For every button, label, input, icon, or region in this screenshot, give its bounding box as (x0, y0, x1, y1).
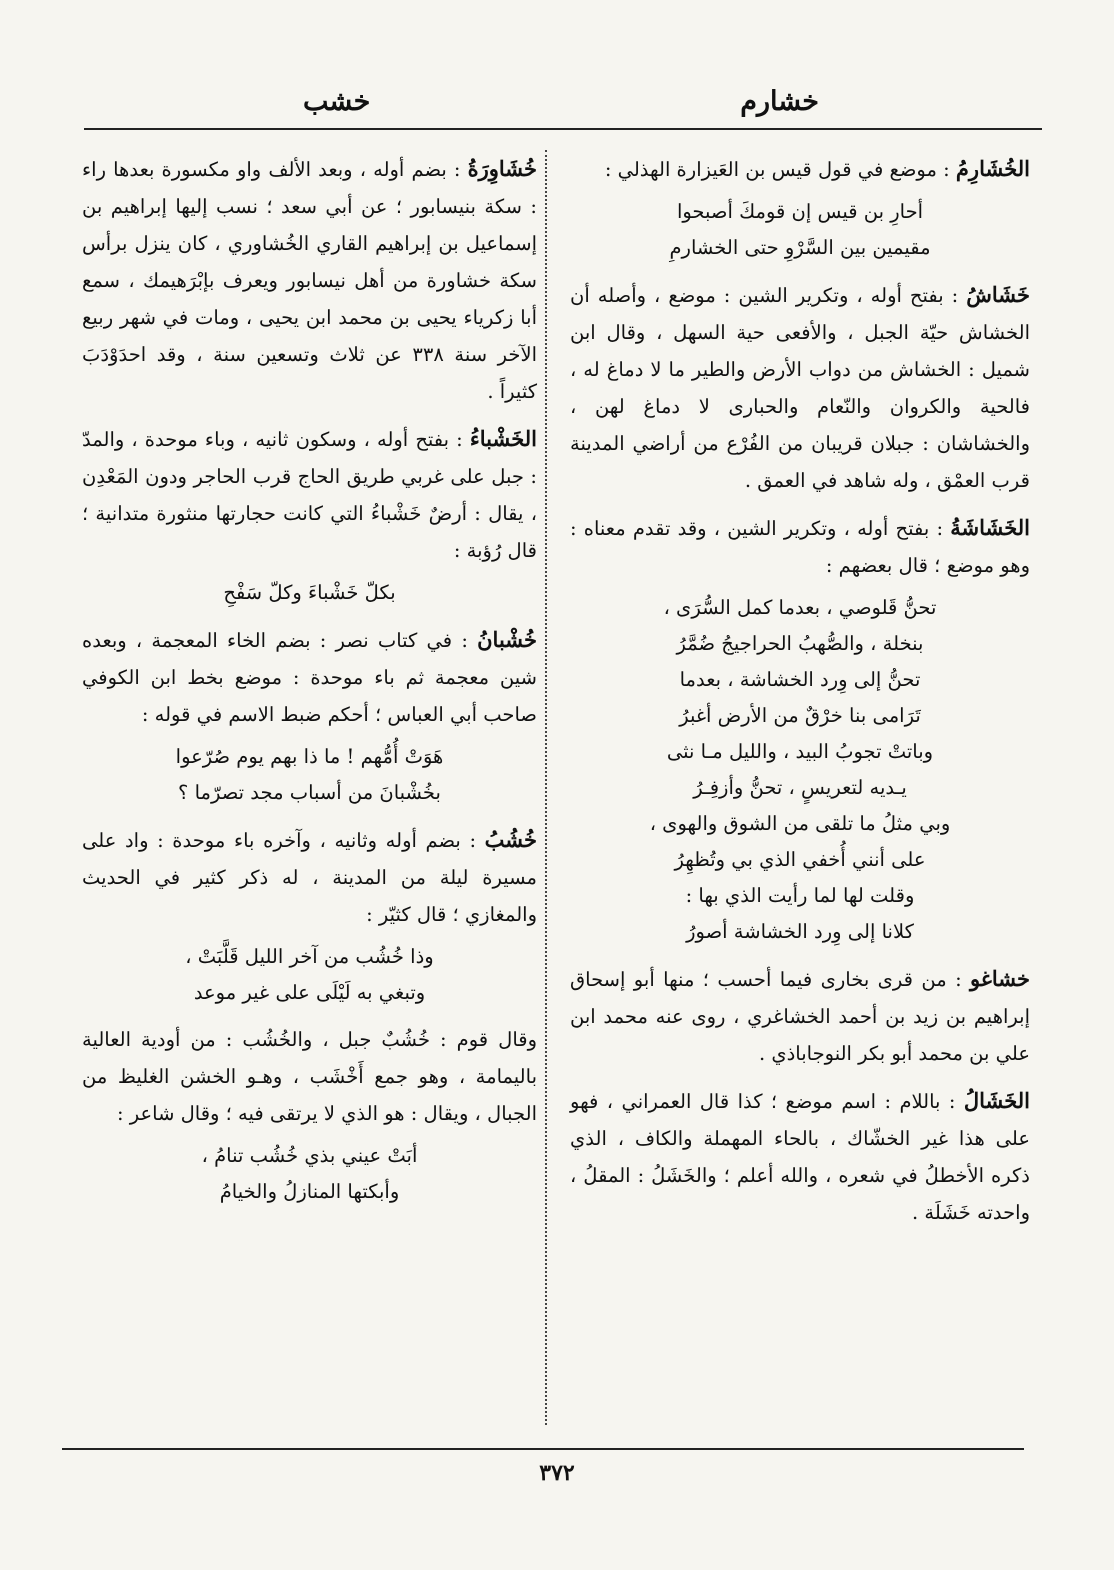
dictionary-entry (82, 821, 537, 1011)
verse-line: وتبغي به لَيْلَى على غير موعد (193, 981, 426, 1004)
verse-line: بخُشْبانَ من أسباب مجد تصرّما ؟ (178, 781, 441, 804)
left-column (82, 150, 537, 1220)
verse-line: وبي مثلُ ما تلقى من الشوق والهوى ، (649, 812, 951, 835)
entry-body: : بفتح أوله ، وتكرير الشين : موضع ، وأصله أن الخشاش حيّة الجبل ، والأفعى حية السهل ، وقال ابن شميل : الخشاش من دواب الأرض والطير ما لا دماغ له ، فالحية والكروان والنّعام والحبارى لا دماغ لهن ، والخشاشان : جبلان قريبان من الفُرْع من أراضي المدينة قرب العمْق ، وله شاهد في العمق . (570, 284, 1030, 492)
entry-headword: الخَشَاشَةُ (950, 515, 1030, 540)
verse-line: وأبكتها المنازلُ والخيامُ (219, 1180, 400, 1203)
entry-body: : بضم أوله ، وبعد الألف واو مكسورة بعدها راء : سكة بنيسابور ؛ عن أبي سعد ؛ نسب إليها إبراهيم بن إسماعيل بن إبراهيم القاري الخُشاوري ، كان ينزل برأس سكة خشاورة من أهل نيسابور ويعرف بإبْرَهيمك ، سمع أبا زكرياء يحيى بن محمد ابن يحيى ، ومات في شهر ربيع الآخر سنة ٣٣٨ عن ثلاث وتسعين سنة ، وقد احدَوْدَبَ كثيراً . (82, 158, 537, 403)
entry-headword: خُشُبُ (484, 827, 537, 852)
entry-headword: الخَشَالُ (963, 1088, 1030, 1113)
entry-text (82, 150, 537, 410)
entry-headword: الخُشَارِمُ (955, 156, 1030, 181)
verse-block (570, 590, 1030, 950)
verse-line: تحنُّ إلى وِرد الخشاشة ، بعدما (679, 668, 921, 691)
entry-body: : بضم أوله وثانيه ، وآخره باء موحدة : واد على مسيرة ليلة من المدينة ، له ذكر كثير في الحديث والمغازي ؛ قال كثيّر : (82, 829, 537, 926)
entry-text (82, 621, 537, 733)
running-header-right: خشارم (740, 86, 819, 117)
dictionary-entry (570, 1082, 1030, 1231)
verse-line: وذا خُشُب من آخر الليل قَلَّبَتْ ، (185, 945, 434, 968)
entry-body: : في كتاب نصر : بضم الخاء المعجمة ، وبعده شين معجمة ثم باء موحدة : موضع بخط ابن الكوفي صاحب أبي العباس ؛ أحكم ضبط الاسم في قوله : (82, 629, 537, 726)
dictionary-entry (570, 960, 1030, 1072)
entry-body: : بفتح أوله ، وسكون ثانيه ، وباء موحدة ، والمدّ : جبل على غربي طريق الحاج قرب الحاجر ودون المَعْدِن ، يقال : أرضٌ خَشْباءُ التي كانت حجارتها منثورة متدانية ؛ قال رُؤبة : (82, 428, 537, 562)
entry-text (82, 821, 537, 933)
column-divider (545, 150, 547, 1425)
verse-block (82, 575, 537, 611)
verse-block (82, 739, 537, 811)
verse-line: تحنُّ قَلوصي ، بعدما كمل السُّرَى ، (663, 596, 937, 619)
entry-text (570, 509, 1030, 584)
verse-line: كلانا إلى وِرد الخشاشة أصورُ (686, 920, 914, 943)
dictionary-entry (82, 1021, 537, 1210)
dictionary-entry (82, 150, 537, 410)
right-column (570, 150, 1030, 1241)
entry-headword: الخَشْباءُ (469, 426, 537, 451)
verse-line: على أنني أُخفي الذي بي وتُظهِرُ (674, 848, 926, 871)
verse-block (82, 1138, 537, 1210)
bottom-rule (62, 1448, 1024, 1450)
verse-line: وباتتْ تجوبُ البيد ، والليل مـا نثى (666, 740, 934, 763)
entry-text (82, 420, 537, 569)
dictionary-entry (570, 150, 1030, 266)
verse-line: أبَتْ عيني بذي خُشُب تنامُ ، (201, 1144, 418, 1167)
entry-body: : باللام : اسم موضع ؛ كذا قال العمراني ، فهو على هذا غير الخشّاك ، بالحاء المهملة والكاف ، الذي ذكره الأخطلُ في شعره ، والله أعلم ؛ والخَشَلُ : المقلُ ، واحدته خَشَلَة . (570, 1090, 1030, 1224)
entry-headword: خَشَاشُ (966, 282, 1030, 307)
entry-body: : من قرى بخارى فيما أحسب ؛ منها أبو إسحاق إبراهيم بن زيد بن أحمد الخشاغري ، روى عنه محمد ابن علي بن محمد أبو بكر النوجاباذي . (570, 968, 1030, 1065)
dictionary-entry (570, 276, 1030, 499)
entry-headword: خُشَاوِرَةُ (467, 156, 537, 181)
entry-headword: خُشْبانُ (477, 627, 537, 652)
entry-text (570, 1082, 1030, 1231)
verse-line: تَرَامى بنا خرْقٌ من الأرض أغبرُ (679, 704, 921, 727)
dictionary-entry (82, 621, 537, 811)
top-rule (84, 128, 1042, 130)
verse-block (570, 194, 1030, 266)
entry-text (570, 150, 1030, 188)
verse-line: مقيمين بين السَّرْوِ حتى الخشارمِ (669, 236, 931, 259)
entry-body: : موضع في قول قيس بن العَيزارة الهذلي : (604, 158, 956, 181)
verse-line: أحارِ بن قيس إن قومكَ أصبحوا (676, 200, 924, 223)
running-header-left: خشب (303, 86, 371, 117)
dictionary-entry (82, 420, 537, 611)
entry-headword: خشاغو (970, 966, 1030, 991)
verse-line: بنخلة ، والصُّهبُ الحراجيجُ ضُمَّرُ (676, 632, 924, 655)
entry-text (82, 1021, 537, 1132)
verse-line: هَوَتْ أُمُّهم ! ما ذا بهم يوم صُرّعوا (175, 745, 444, 768)
dictionary-entry (570, 509, 1030, 950)
verse-line: يـديه لتعريسٍ ، تحنُّ وأزفِـرُ (693, 776, 907, 799)
page-number: ٣٧٢ (539, 1460, 575, 1486)
entry-text (570, 276, 1030, 499)
verse-block (82, 939, 537, 1011)
verse-line: وقلت لها لما رأيت الذي بها : (685, 884, 915, 907)
verse-line: بكلّ خَشْباءَ وكلّ سَفْحِ (223, 581, 396, 604)
entry-body: : بفتح أوله ، وتكرير الشين ، وقد تقدم معناه : وهو موضع ؛ قال بعضهم : (570, 517, 1030, 577)
entry-body: وقال قوم : خُشُبٌ جبل ، والخُشُب : من أودية العالية باليمامة ، وهو جمع أَخْشَب ، وهـو الخشن الغليظ من الجبال ، ويقال : هو الذي لا يرتقى فيه ؛ وقال شاعر : (82, 1028, 537, 1125)
entry-text (570, 960, 1030, 1072)
